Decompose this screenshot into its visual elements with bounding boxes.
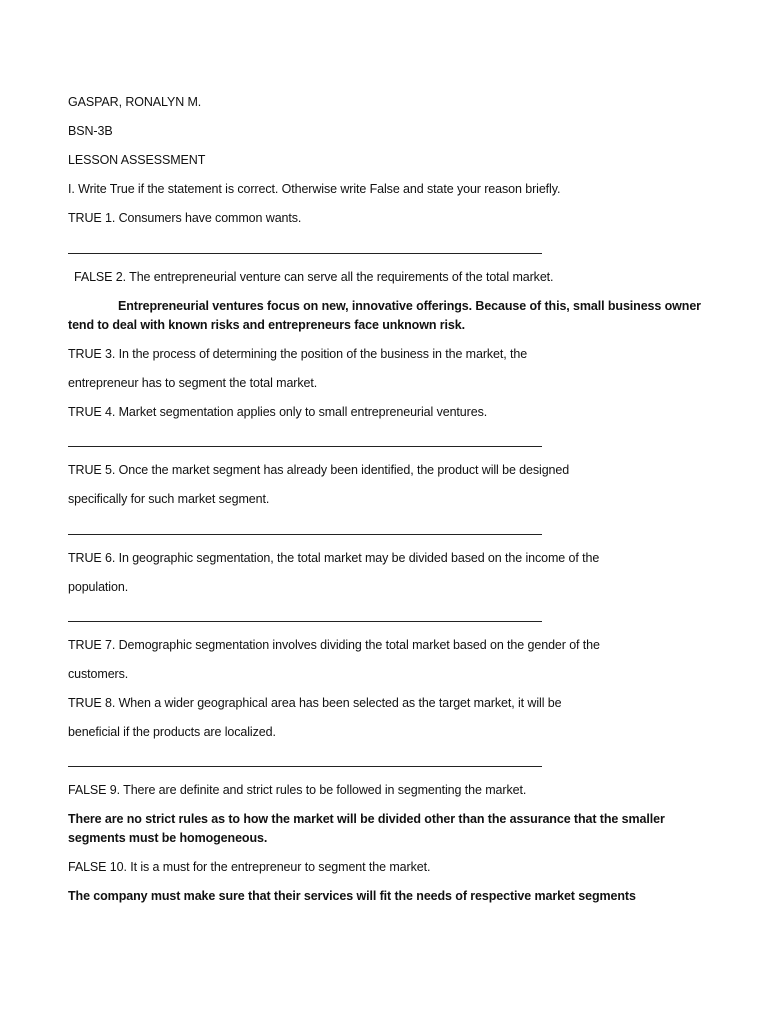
document-title: LESSON ASSESSMENT [68, 153, 206, 167]
item-9: FALSE 9. There are definite and strict rules to be followed in segmenting the market. [68, 783, 527, 797]
item-2-reason: Entrepreneurial ventures focus on new, innovative offerings. Because of this, small business owner [118, 299, 701, 313]
item-1: TRUE 1. Consumers have common wants. [68, 211, 302, 225]
item-6: TRUE 6. In geographic segmentation, the total market may be divided based on the income of the [68, 551, 600, 565]
answer-rule [68, 253, 542, 254]
student-name: GASPAR, RONALYN M. [68, 95, 202, 109]
item-7-cont: customers. [68, 667, 129, 681]
item-9-reason-cont: segments must be homogeneous. [68, 831, 268, 845]
item-10-reason: The company must make sure that their services will fit the needs of respective market segments [68, 889, 636, 903]
item-3: TRUE 3. In the process of determining the position of the business in the market, the [68, 347, 528, 361]
item-7: TRUE 7. Demographic segmentation involves dividing the total market based on the gender of the [68, 638, 600, 652]
answer-rule [68, 621, 542, 622]
answer-rule [68, 766, 542, 767]
item-8: TRUE 8. When a wider geographical area has been selected as the target market, it will be [68, 696, 562, 710]
item-4: TRUE 4. Market segmentation applies only to small entrepreneurial ventures. [68, 405, 488, 419]
answer-rule [68, 534, 542, 535]
item-6-cont: population. [68, 580, 129, 594]
item-5-cont: specifically for such market segment. [68, 492, 270, 506]
instructions: I. Write True if the statement is correct. Otherwise write False and state your reason briefly. [68, 182, 561, 196]
item-5: TRUE 5. Once the market segment has already been identified, the product will be designed [68, 463, 570, 477]
item-8-cont: beneficial if the products are localized. [68, 725, 276, 739]
item-3-cont: entrepreneur has to segment the total market. [68, 376, 318, 390]
student-section: BSN-3B [68, 124, 113, 138]
item-10: FALSE 10. It is a must for the entrepreneur to segment the market. [68, 860, 431, 874]
item-9-reason: There are no strict rules as to how the market will be divided other than the assurance that the smaller [68, 812, 665, 826]
answer-rule [68, 446, 542, 447]
item-2: FALSE 2. The entrepreneurial venture can serve all the requirements of the total market. [74, 270, 554, 284]
item-2-reason-cont: tend to deal with known risks and entrepreneurs face unknown risk. [68, 318, 465, 332]
